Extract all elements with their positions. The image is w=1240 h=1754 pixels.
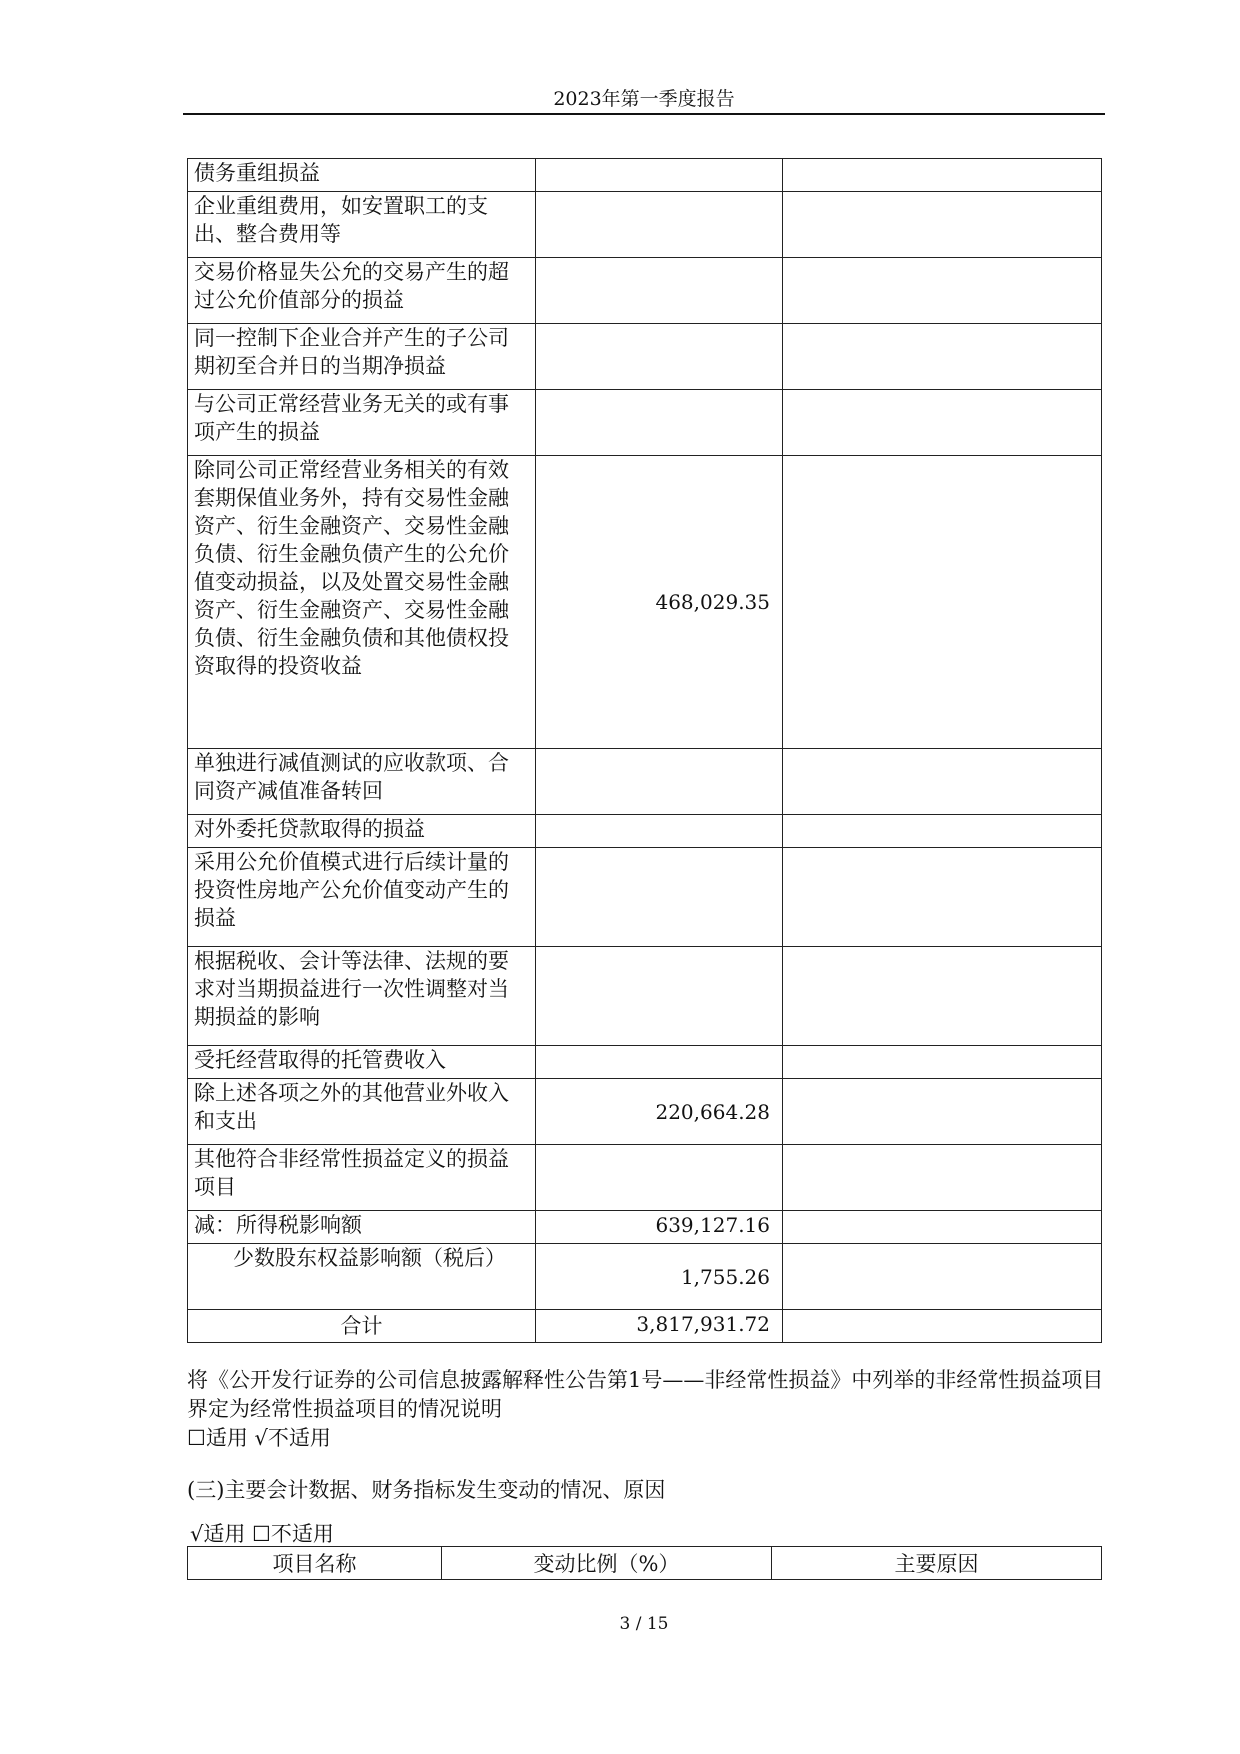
note-cell [783, 815, 1102, 848]
item-label: 对外委托贷款取得的损益 [188, 815, 536, 848]
table-row [188, 1211, 1102, 1244]
note-cell [783, 1145, 1102, 1211]
amount-cell [536, 1145, 783, 1211]
item-label: 企业重组费用，如安置职工的支出、整合费用等 [188, 192, 536, 258]
table-row [188, 1145, 1102, 1211]
note-cell [783, 258, 1102, 324]
table-row [188, 947, 1102, 1046]
total-label: 合计 [188, 1310, 536, 1343]
applicability-options: √适用 ☐不适用 [190, 1522, 334, 1546]
note-cell [783, 390, 1102, 456]
note-cell [783, 1211, 1102, 1244]
item-label: 债务重组损益 [188, 159, 536, 192]
note-cell [783, 749, 1102, 815]
item-label: 与公司正常经营业务无关的或有事项产生的损益 [188, 390, 536, 456]
item-label: 减：所得税影响额 [188, 1211, 536, 1244]
reclassification-note: 将《公开发行证券的公司信息披露解释性公告第1号——非经常性损益》中列举的非经常性损益项目界定为经常性损益项目的情况说明 [187, 1368, 1104, 1421]
amount-cell [536, 324, 783, 390]
table-row [188, 749, 1102, 815]
note-cell [783, 456, 1102, 749]
item-label: 少数股东权益影响额（税后） [188, 1244, 536, 1310]
item-label: 单独进行减值测试的应收款项、合同资产减值准备转回 [188, 749, 536, 815]
table-row [188, 456, 1102, 749]
section-heading: (三)主要会计数据、财务指标发生变动的情况、原因 [187, 1478, 666, 1502]
table-row [188, 258, 1102, 324]
item-label: 交易价格显失公允的交易产生的超过公允价值部分的损益 [188, 258, 536, 324]
amount-cell [536, 1046, 783, 1079]
changes-table [187, 1546, 1102, 1580]
column-header-item: 项目名称 [188, 1547, 442, 1580]
amount-cell: 468,029.35 [536, 456, 783, 749]
item-label: 除同公司正常经营业务相关的有效套期保值业务外，持有交易性金融资产、衍生金融资产、交易性金融负债、衍生金融负债产生的公允价值变动损益，以及处置交易性金融资产、衍生金融资产、交易性金融负债、衍生金融负债和其他债权投资取得的投资收益 [188, 456, 536, 749]
report-header-title: 2023年第一季度报告 [553, 88, 735, 110]
amount-cell [536, 258, 783, 324]
table-row [188, 192, 1102, 258]
amount-cell [536, 815, 783, 848]
note-cell [783, 947, 1102, 1046]
table-header-row [188, 1547, 1102, 1580]
note-cell [783, 192, 1102, 258]
header-divider [183, 113, 1105, 115]
table-row [188, 1046, 1102, 1079]
table-row [188, 390, 1102, 456]
item-label: 除上述各项之外的其他营业外收入和支出 [188, 1079, 536, 1145]
amount-cell [536, 848, 783, 947]
table-row [188, 159, 1102, 192]
amount-cell [536, 390, 783, 456]
note-cell [783, 324, 1102, 390]
table-row [188, 848, 1102, 947]
item-label: 采用公允价值模式进行后续计量的投资性房地产公允价值变动产生的损益 [188, 848, 536, 947]
note-cell [783, 1079, 1102, 1145]
note-cell [783, 1310, 1102, 1343]
column-header-reason: 主要原因 [772, 1547, 1102, 1580]
amount-cell [536, 159, 783, 192]
applicability-options: ☐适用 √不适用 [187, 1426, 331, 1450]
table-row [188, 1079, 1102, 1145]
table-row [188, 1244, 1102, 1310]
amount-cell: 220,664.28 [536, 1079, 783, 1145]
column-header-ratio: 变动比例（%） [442, 1547, 772, 1580]
non-recurring-items-table [187, 158, 1102, 1343]
note-cell [783, 1244, 1102, 1310]
amount-cell: 639,127.16 [536, 1211, 783, 1244]
note-cell [783, 1046, 1102, 1079]
item-label: 其他符合非经常性损益定义的损益项目 [188, 1145, 536, 1211]
item-label: 根据税收、会计等法律、法规的要求对当期损益进行一次性调整对当期损益的影响 [188, 947, 536, 1046]
table-row [188, 815, 1102, 848]
note-cell [783, 159, 1102, 192]
amount-cell [536, 947, 783, 1046]
table-row [188, 324, 1102, 390]
total-amount: 3,817,931.72 [536, 1310, 783, 1343]
page-number: 3 / 15 [619, 1614, 669, 1634]
amount-cell [536, 192, 783, 258]
table-row [188, 1310, 1102, 1343]
item-label: 同一控制下企业合并产生的子公司期初至合并日的当期净损益 [188, 324, 536, 390]
item-label: 受托经营取得的托管费收入 [188, 1046, 536, 1079]
amount-cell [536, 749, 783, 815]
amount-cell: 1,755.26 [536, 1244, 783, 1310]
note-cell [783, 848, 1102, 947]
